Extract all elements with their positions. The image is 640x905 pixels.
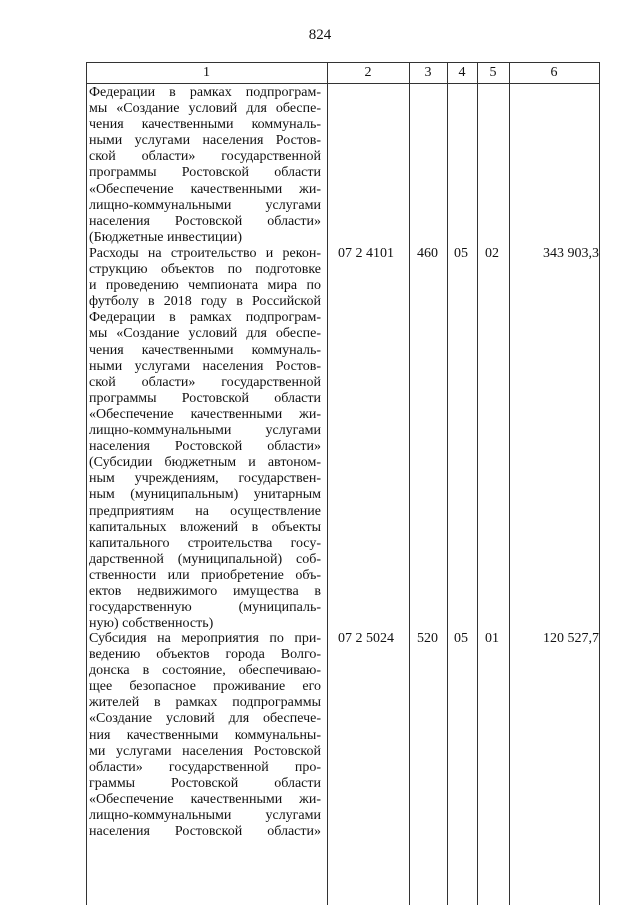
description-line: чения качественными коммуналь- — [89, 117, 321, 133]
description-line: населения Ростовской области» — [89, 439, 321, 455]
section-cell: 05 — [454, 631, 468, 646]
header-col-5: 5 — [489, 65, 497, 80]
expense-type-cell: 520 — [417, 631, 438, 646]
description-line: Федерации в рамках подпрограм- — [89, 310, 321, 326]
description-line: «Обеспечение качественными жи- — [89, 791, 321, 807]
description-line: «Обеспечение качественными жи- — [89, 406, 321, 422]
subsection-cell: 01 — [485, 631, 499, 646]
description-line: населения Ростовской области» — [89, 213, 321, 229]
description-line: ственности или приобретение объ- — [89, 567, 321, 583]
table-header-row — [86, 62, 599, 84]
description-line: ектов недвижимого имущества в — [89, 583, 321, 599]
header-col-2: 2 — [364, 65, 372, 80]
description-line: лищно-коммунальными услугами — [89, 197, 321, 213]
header-col-3: 3 — [424, 65, 432, 80]
description-line: ным (муниципальным) унитарным — [89, 487, 321, 503]
description-line: мы «Создание условий для обеспе- — [89, 326, 321, 342]
description-line: (Бюджетные инвестиции) — [89, 229, 243, 245]
amount-cell: 120 527,7 — [543, 631, 599, 646]
description-line: жителей в рамках подпрограммы — [89, 695, 321, 711]
header-col-1: 1 — [203, 65, 210, 80]
expense-type-cell: 460 — [417, 246, 438, 261]
target-code-cell: 07 2 4101 — [338, 246, 394, 261]
header-col-6: 6 — [550, 65, 558, 80]
description-line: ми услугами населения Ростовской — [89, 743, 321, 759]
page-number: 824 — [308, 27, 332, 43]
column-rule-right — [599, 62, 600, 905]
description-line: лищно-коммунальными услугами — [89, 808, 321, 824]
row-description — [89, 85, 321, 246]
description-line: Субсидия на мероприятия по при- — [89, 631, 321, 646]
budget-table — [86, 62, 599, 905]
description-line: области» государственной про- — [89, 759, 321, 775]
description-line: струкцию объектов по подготовке — [89, 262, 321, 278]
description-line: предприятиям на осуществление — [89, 503, 321, 519]
description-line: программы Ростовской области — [89, 390, 321, 406]
description-line: (Субсидии бюджетным и автоном- — [89, 455, 321, 471]
description-line: футболу в 2018 году в Российской — [89, 294, 321, 310]
description-line: донска в состояние, обеспечиваю- — [89, 663, 321, 679]
description-line: государственную (муниципаль- — [89, 600, 321, 616]
description-line: Федерации в рамках подпрограм- — [89, 85, 321, 100]
description-line: ным учреждениям, государствен- — [89, 471, 321, 487]
description-line: капитальных вложений в объекты — [89, 519, 321, 535]
description-line: дарственной (муниципальной) соб- — [89, 551, 321, 567]
description-line: ведению объектов города Волго- — [89, 647, 321, 663]
description-line: и проведению чемпионата мира по — [89, 278, 321, 294]
description-line: ской области» государственной — [89, 374, 321, 390]
description-line: ния качественными коммунальны- — [89, 727, 321, 743]
row-description — [89, 246, 321, 632]
description-line: капитального строительства госу- — [89, 535, 321, 551]
description-line: граммы Ростовской области — [89, 775, 321, 791]
description-line: мы «Создание условий для обеспе- — [89, 101, 321, 117]
description-line: населения Ростовской области» — [89, 824, 321, 840]
description-line: «Обеспечение качественными жи- — [89, 181, 321, 197]
section-cell: 05 — [454, 246, 468, 261]
target-code-cell: 07 2 5024 — [338, 631, 394, 646]
description-line: «Создание условий для обеспече- — [89, 711, 321, 727]
description-line: программы Ростовской области — [89, 165, 321, 181]
description-line: лищно-коммунальными услугами — [89, 423, 321, 439]
amount-cell: 343 903,3 — [543, 246, 599, 261]
row-description — [89, 631, 321, 840]
description-line: ными услугами населения Ростов- — [89, 358, 321, 374]
description-line: ской области» государственной — [89, 149, 321, 165]
description-line: ную) собственность) — [89, 616, 214, 632]
description-line: щее безопасное проживание его — [89, 679, 321, 695]
description-line: чения качественными коммуналь- — [89, 342, 321, 358]
subsection-cell: 02 — [485, 246, 499, 261]
description-line: ными услугами населения Ростов- — [89, 133, 321, 149]
header-col-4: 4 — [458, 65, 466, 80]
description-line: Расходы на строительство и рекон- — [89, 246, 321, 261]
